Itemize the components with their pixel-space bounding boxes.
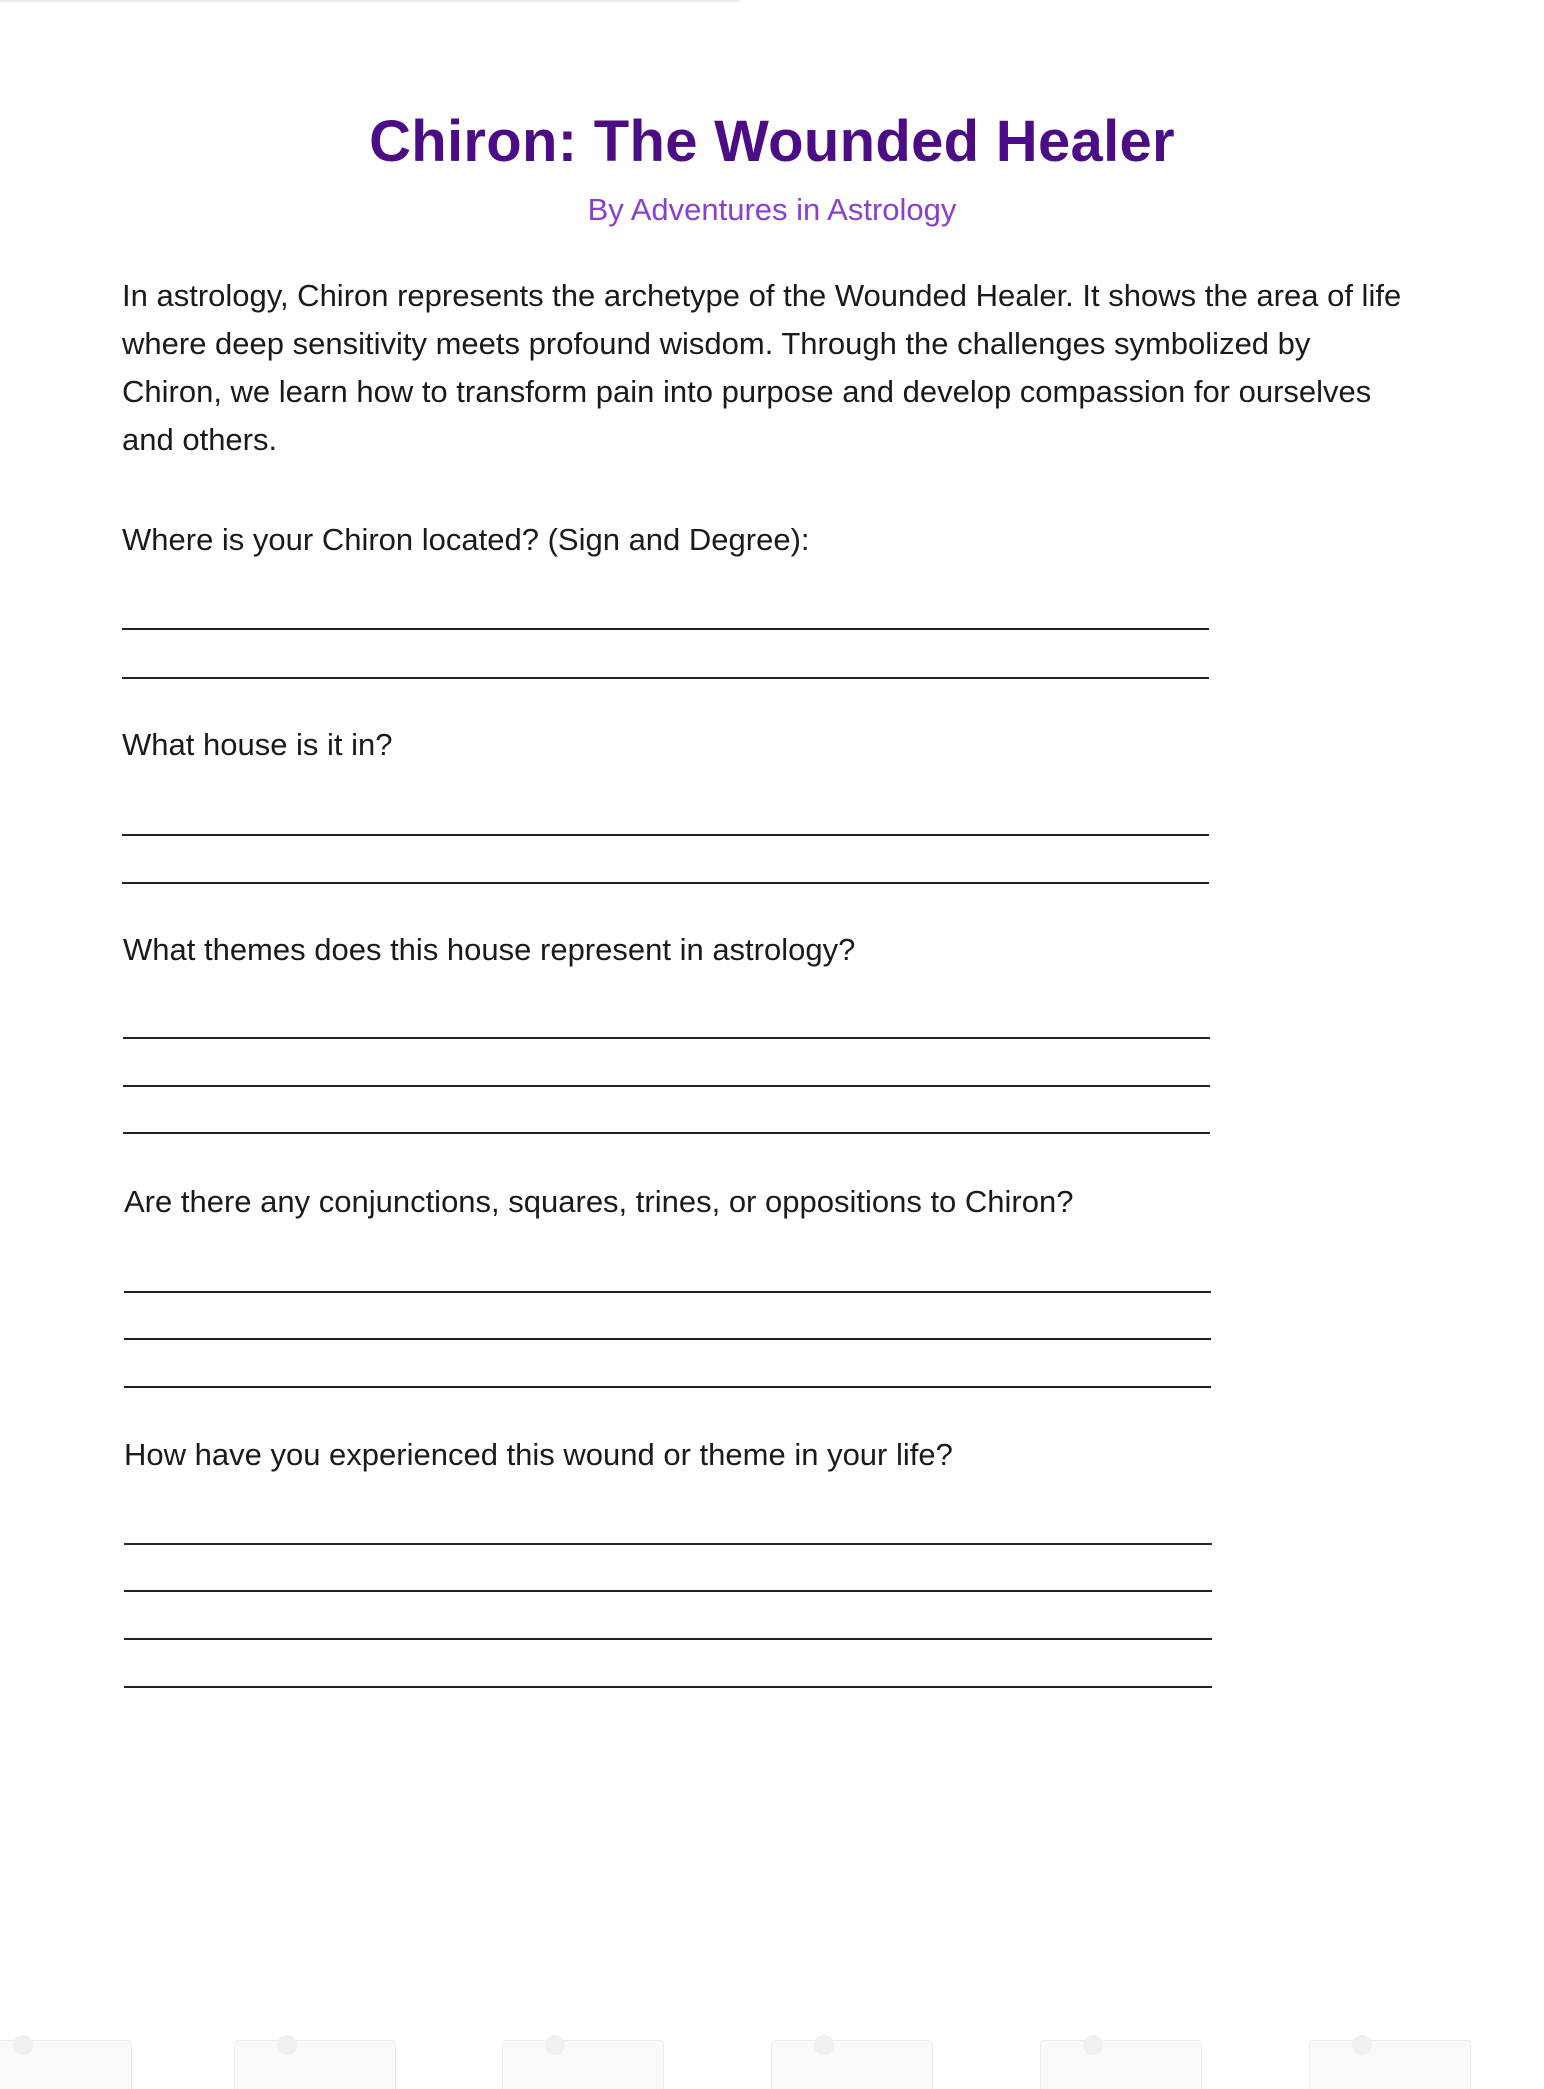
answer-line[interactable] [124,1291,1211,1293]
answer-line[interactable] [122,834,1209,836]
answer-line[interactable] [123,1085,1210,1087]
page-title: Chiron: The Wounded Healer [369,109,1175,174]
question-5: How have you experienced this wound or theme in your life? [124,1437,953,1472]
page-thumbnail[interactable] [771,2040,933,2089]
page-subtitle: By Adventures in Astrology [587,192,957,227]
question-3: What themes does this house represent in astrology? [123,932,856,967]
page-thumbnail[interactable] [1040,2040,1202,2089]
answer-line[interactable] [122,677,1209,679]
answer-line[interactable] [123,1132,1210,1134]
question-2: What house is it in? [122,727,393,762]
page-thumbnail[interactable] [1309,2040,1471,2089]
page-thumbnail-strip [0,2040,1544,2088]
answer-line[interactable] [124,1338,1211,1340]
page-thumbnail[interactable] [0,2040,132,2089]
answer-line[interactable] [122,628,1209,630]
answer-line[interactable] [124,1386,1211,1388]
page-thumbnail[interactable] [502,2040,664,2089]
answer-line[interactable] [122,882,1209,884]
answer-line[interactable] [124,1686,1212,1688]
intro-paragraph: In astrology, Chiron represents the archetype of the Wounded Healer. It shows the area of life where deep sensitivity meets profound wisdom. Through the challenges symbolized by Chiron, we learn how to transform pain into purpose and develop compassion for ourselves and others. [122,278,1402,457]
answer-line[interactable] [124,1590,1212,1592]
answer-line[interactable] [123,1037,1210,1039]
question-1: Where is your Chiron located? (Sign and Degree): [122,522,810,557]
answer-line[interactable] [124,1543,1212,1545]
page-thumbnail[interactable] [234,2040,396,2089]
answer-line[interactable] [124,1638,1212,1640]
question-4: Are there any conjunctions, squares, trines, or oppositions to Chiron? [124,1184,1074,1219]
